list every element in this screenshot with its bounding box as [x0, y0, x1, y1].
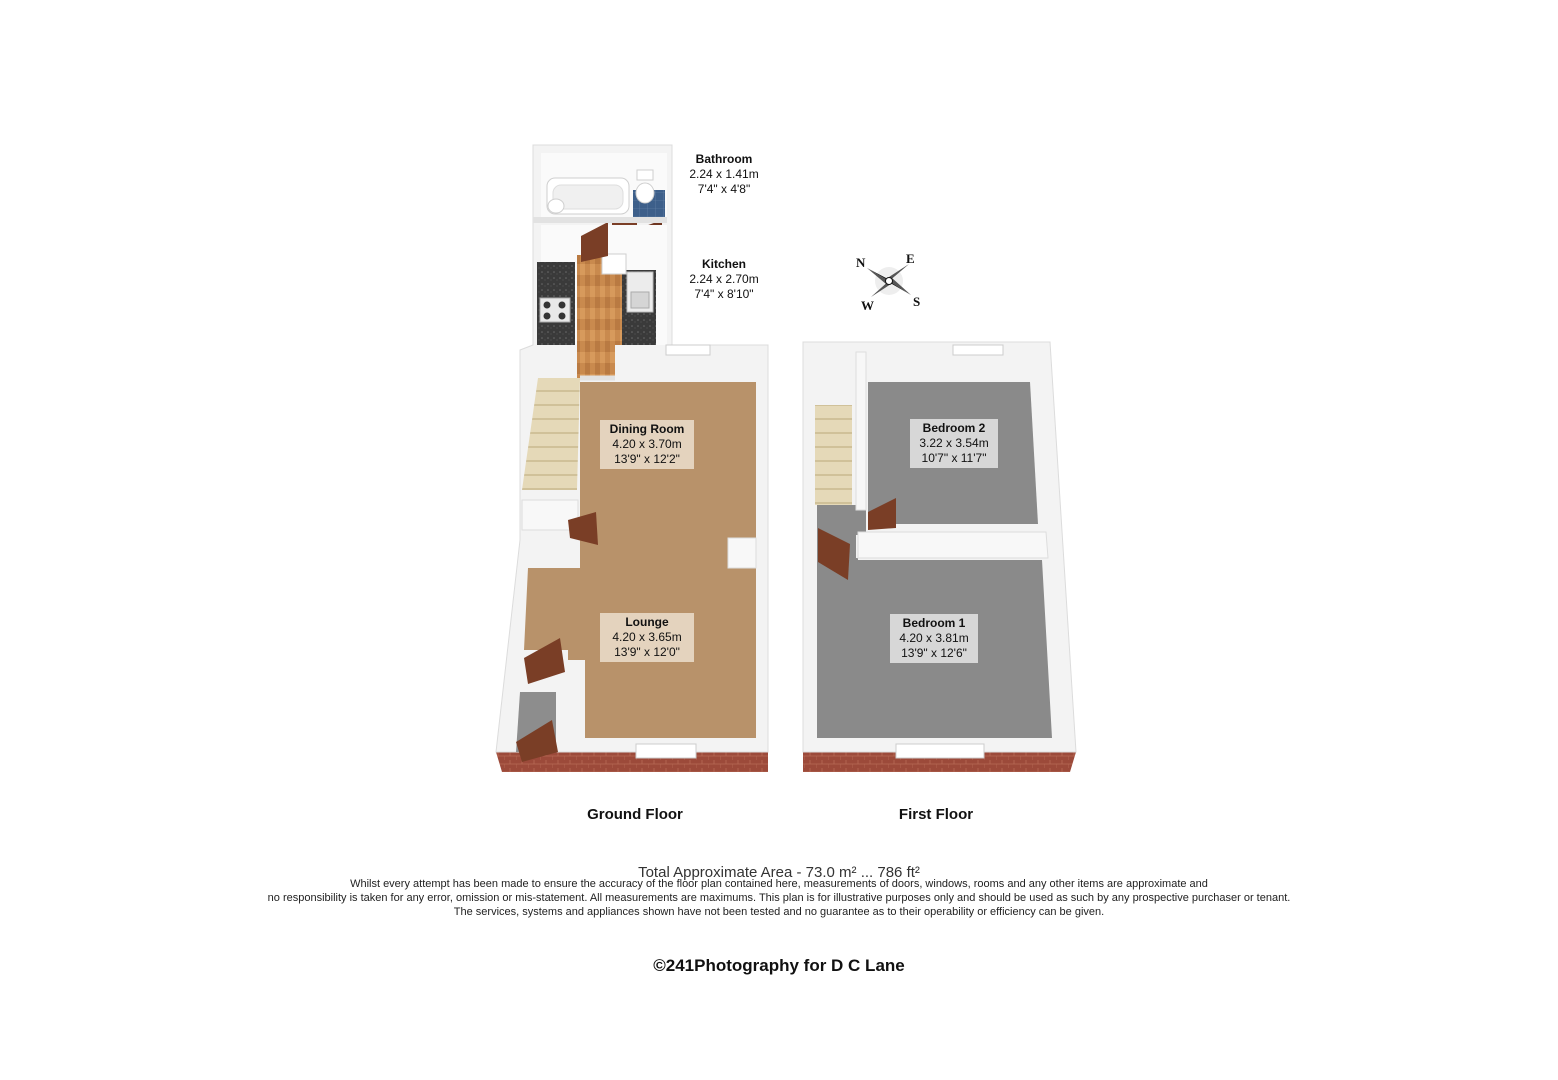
compass-west-label: W [861, 298, 874, 313]
bedroom-1-window [896, 744, 984, 758]
dining-room-imperial: 13'9" x 12'2" [614, 452, 680, 466]
compass-north-label: N [856, 255, 866, 270]
lounge-window [636, 744, 696, 758]
kitchen-name: Kitchen [701, 257, 746, 271]
compass-east-label: E [906, 251, 915, 266]
bathroom-metric: 2.24 x 1.41m [689, 167, 759, 181]
lounge-metric: 4.20 x 3.65m [612, 630, 682, 644]
disclaimer-line-1: Whilst every attempt has been made to ensure the accuracy of the floor plan contained here, measurements of doors, windows, rooms and any other items are approximate and [350, 878, 1208, 890]
first-floor-plan [803, 342, 1076, 772]
kitchen-metric: 2.24 x 2.70m [689, 272, 759, 286]
bedroom-2-label [910, 419, 998, 468]
copyright-credit: ©241Photography for D C Lane [653, 956, 905, 975]
ground-floor-title: Ground Floor [587, 806, 683, 823]
lounge-name: Lounge [625, 615, 669, 629]
bathroom-label [670, 150, 778, 199]
bedroom-2-metric: 3.22 x 3.54m [919, 436, 989, 450]
landing-wall [856, 352, 866, 510]
lounge-label [600, 613, 694, 662]
dining-lounge-partition [728, 538, 756, 568]
bedroom-1-label [890, 614, 978, 663]
bathroom-toilet [636, 183, 654, 203]
bedroom-2-imperial: 10'7" x 11'7" [921, 451, 987, 465]
bathroom-basin [548, 199, 564, 213]
dining-room-label [600, 420, 694, 469]
kitchen-fridge [602, 254, 626, 274]
kitchen-window [666, 345, 710, 355]
bedroom-1-metric: 4.20 x 3.81m [899, 631, 969, 645]
first-floor-title: First Floor [898, 806, 974, 823]
dining-room-name: Dining Room [609, 422, 685, 436]
bedroom-2-window [953, 345, 1003, 355]
bedroom-2-name: Bedroom 2 [922, 421, 986, 435]
first-floor-stairs [815, 405, 852, 505]
disclaimer-line-3: The services, systems and appliances shown have not been tested and no guarantee as to their operability or efficiency can be given. [453, 906, 1105, 918]
bathroom-name: Bathroom [695, 152, 753, 166]
bedroom-1-name: Bedroom 1 [902, 616, 966, 630]
compass-rose [867, 264, 911, 297]
total-area: Total Approximate Area - 73.0 m² ... 786 ft² [638, 864, 920, 881]
disclaimer-line-2: no responsibility is taken for any error, omission or mis-statement. All measurements are maximums. This plan is for illustrative purposes only and should be used as such by any prospective purchaser or tenant. [267, 892, 1291, 904]
dining-room-metric: 4.20 x 3.70m [612, 437, 682, 451]
bedroom-1-imperial: 13'9" x 12'6" [901, 646, 967, 660]
lounge-imperial: 13'9" x 12'0" [614, 645, 680, 659]
compass-south-label: S [913, 294, 921, 309]
bathroom-imperial: 7'4" x 4'8" [697, 182, 751, 196]
kitchen-imperial: 7'4" x 8'10" [694, 287, 754, 301]
disclaimer [0, 877, 1558, 919]
kitchen-label [670, 255, 778, 304]
